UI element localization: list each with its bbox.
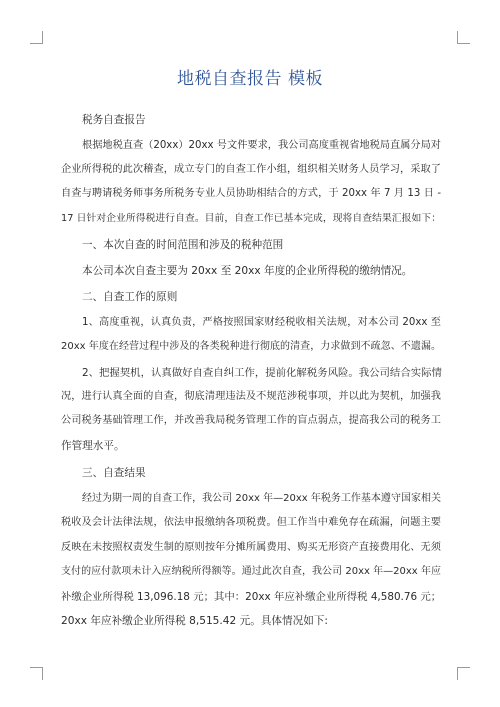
crop-mark-top-right xyxy=(457,31,458,44)
text-line: 反映在未按照权责发生制的原则按年分摊所属费用、购买无形资产直接费用化、无须 xyxy=(61,542,441,553)
document-title: 地税自查报告 模板 xyxy=(177,69,323,89)
text-line: 20xx 年度在经营过程中涉及的各类税种进行彻底的清查，力求做到不疏忽、不遗漏。 xyxy=(61,341,441,352)
text-line: 经过为期一周的自查工作，我公司 20xx 年—20xx 年税务工作基本遵守国家相关 xyxy=(82,493,441,504)
crop-mark-bottom-right xyxy=(457,667,458,680)
text-line: 本公司本次自查主要为 20xx 至 20xx 年度的企业所得税的缴纳情况。 xyxy=(82,265,413,277)
text-line: 一、本次自查的时间范围和涉及的税种范围 xyxy=(82,239,284,251)
text-line: 况，进行认真全面的自查，彻底清理违法及不规范涉税事项，并以此为契机，加强我 xyxy=(61,391,441,402)
text-line: 税务自查报告 xyxy=(82,114,146,126)
text-line: 二、自查工作的原则 xyxy=(82,291,178,303)
crop-mark-bottom-right xyxy=(457,667,470,668)
text-line: 20xx 年应补缴企业所得税 8,515.42 元。具体情况如下: xyxy=(61,615,328,627)
text-line: 公司税务基础管理工作，并改善我局税务管理工作的盲点弱点，提高我公司的税务工 xyxy=(61,415,441,426)
text-line: 2、把握契机，认真做好自查自纠工作，提前化解税务风险。我公司结合实际情 xyxy=(82,367,442,379)
text-line: 税收及会计法律法规，依法申报缴纳各项税费。但工作当中难免存在疏漏，问题主要 xyxy=(61,517,441,528)
text-line: 三、自查结果 xyxy=(82,467,146,479)
text-line: 17 日针对企业所得税进行自查。目前，自查工作已基本完成，现将自查结果汇报如下： xyxy=(61,213,441,224)
text-line: 自查与聘请税务师事务所税务专业人员协助相结合的方式，于 20xx 年 7 月 13 日 - xyxy=(61,188,441,199)
text-line: 补缴企业所得税 13,096.18 元；其中：20xx 年应补缴企业所得税 4,580.76 元； xyxy=(61,591,442,603)
text-line: 根据地税直查（20xx）20xx 号文件要求，我公司高度重视省地税局直属分局对 xyxy=(82,140,441,151)
text-line: 企业所得税的此次稽查，成立专门的自查工作小组，组织相关财务人员学习，采取了 xyxy=(61,164,441,175)
text-line: 作管理水平。 xyxy=(61,440,125,452)
crop-mark-top-left xyxy=(42,31,43,44)
crop-mark-bottom-left xyxy=(42,667,43,680)
text-line: 支付的应付款项未计入应纳税所得额等。通过此次自查，我公司 20xx 年—20xx 年应 xyxy=(61,566,441,577)
crop-mark-top-right xyxy=(457,43,470,44)
text-line: 1、高度重视，认真负责，严格按照国家财经税收相关法规，对本公司 20xx 至 xyxy=(82,317,441,328)
